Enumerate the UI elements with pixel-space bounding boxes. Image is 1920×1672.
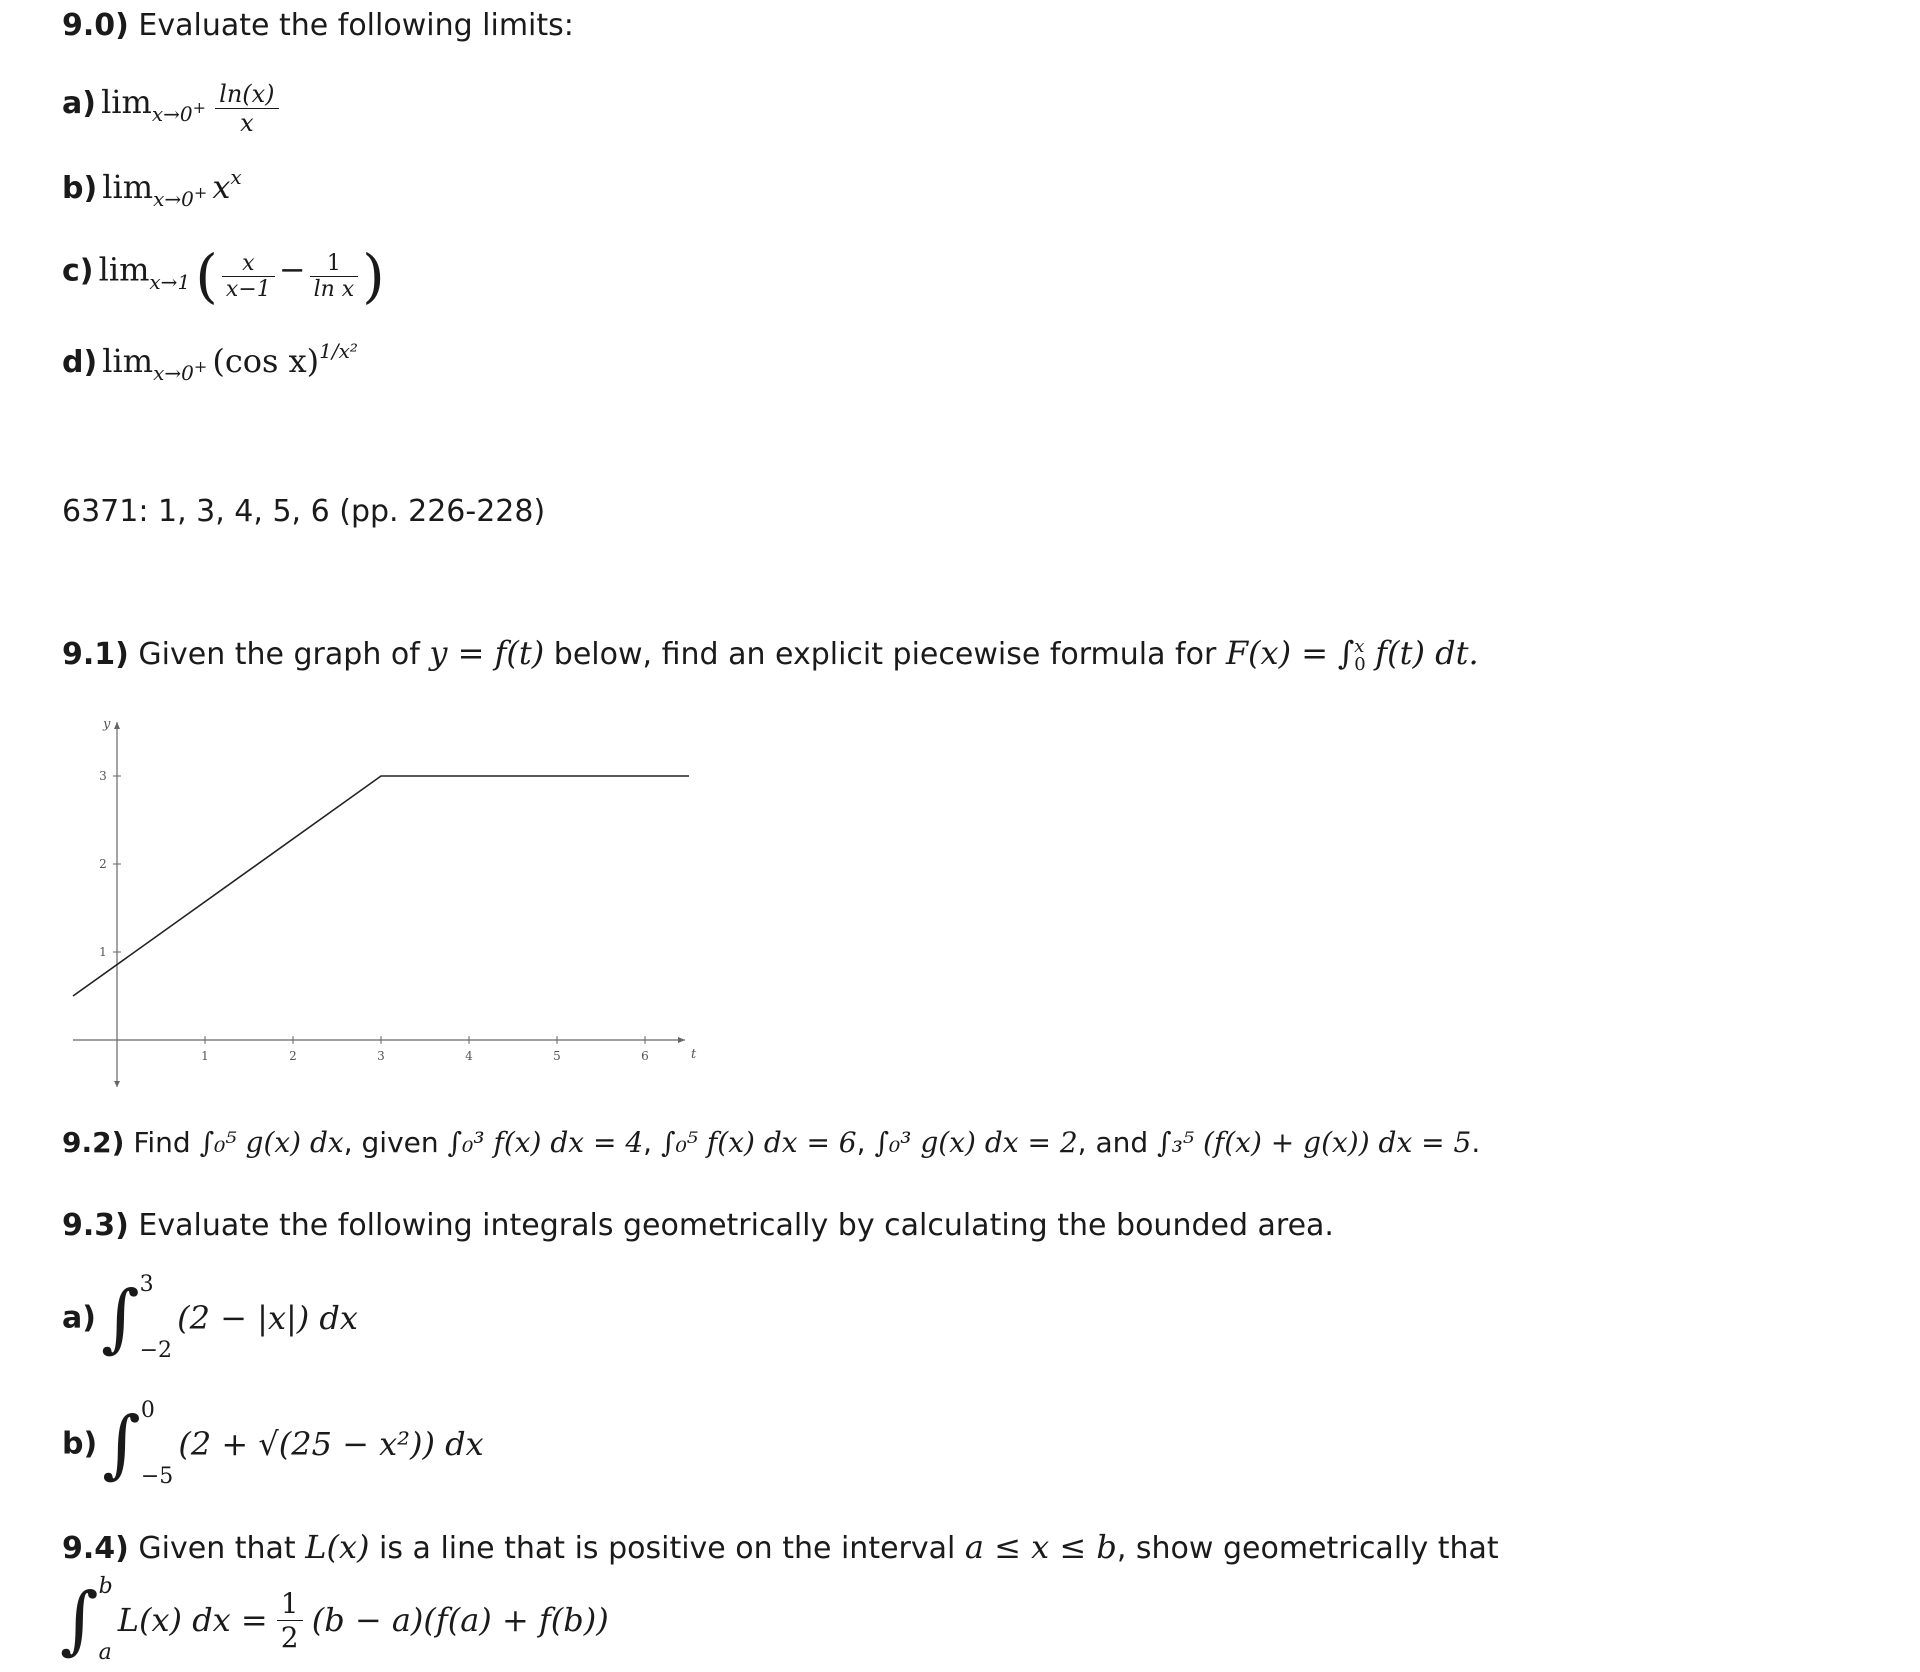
integral-g-0-5: ∫₀⁵ g(x) dx xyxy=(199,1126,344,1159)
x-axis-label: t xyxy=(691,1047,697,1062)
problem-9-0 xyxy=(62,8,574,43)
y-tick-label: 2 xyxy=(99,857,107,871)
problem-text: , show geometrically that xyxy=(1116,1531,1499,1566)
integral-sign: ∫ xyxy=(1337,634,1355,672)
lim-text: lim xyxy=(102,342,154,380)
problem-number: 9.1) xyxy=(62,637,129,672)
integral-fg-3-5: ∫₃⁵ (f(x) + g(x)) dx = 5 xyxy=(1157,1126,1472,1159)
lim-sub: x→0 xyxy=(153,361,194,385)
item-label: a) xyxy=(62,1300,96,1336)
integral-f-0-5: ∫₀⁵ f(x) dx = 6 xyxy=(660,1126,857,1159)
item-label: d) xyxy=(62,345,98,380)
problem-text: Given that xyxy=(138,1531,296,1566)
integral-b xyxy=(62,1400,484,1488)
integral-limits xyxy=(99,1576,113,1664)
integral-limits xyxy=(1354,635,1366,675)
problem-9-1 xyxy=(62,634,1479,674)
item-label: c) xyxy=(62,253,94,289)
problem-9-2 xyxy=(62,1126,1480,1159)
fraction-half xyxy=(277,1587,303,1654)
x-tick-label: 2 xyxy=(289,1049,297,1063)
lim-sub: x→1 xyxy=(149,269,191,294)
lower-limit: a xyxy=(98,1640,112,1665)
base: (cos x) xyxy=(212,342,320,380)
problem-text: Evaluate the following limits: xyxy=(138,8,574,43)
lim-sub: x→0 xyxy=(153,187,194,211)
math-F: F(x) = xyxy=(1225,634,1329,672)
separator: , xyxy=(643,1126,653,1159)
x-axis-arrow xyxy=(678,1037,685,1043)
numerator: 1 xyxy=(277,1587,303,1621)
problem-number: 9.3) xyxy=(62,1208,129,1243)
problem-9-3 xyxy=(62,1208,1334,1243)
denominator: x−1 xyxy=(225,276,271,302)
separator: , xyxy=(856,1126,866,1159)
denominator: x xyxy=(240,109,254,137)
integral-a xyxy=(62,1274,358,1362)
problem-number: 9.2) xyxy=(62,1126,125,1159)
problem-text: Evaluate the following integrals geometrically by calculating the bounded area. xyxy=(138,1208,1334,1243)
numerator: ln(x) xyxy=(215,80,278,109)
y-tick-label: 3 xyxy=(99,769,107,783)
fraction-1 xyxy=(222,251,275,302)
math-L: L(x) xyxy=(305,1528,370,1566)
lim-text: lim xyxy=(102,168,154,206)
upper-limit: 0 xyxy=(140,1398,155,1423)
math-y-f: y = f(t) xyxy=(429,634,545,672)
upper-limit: x xyxy=(1354,635,1365,657)
integral-sign: ∫ xyxy=(102,1401,141,1487)
formula-rhs: (b − a)(f(a) + f(b)) xyxy=(311,1601,609,1639)
problem-text: is a line that is positive on the interval xyxy=(379,1531,956,1566)
lower-limit: −5 xyxy=(140,1464,174,1489)
integral-sign: ∫ xyxy=(101,1275,140,1361)
integral-g-0-3: ∫₀³ g(x) dx = 2 xyxy=(874,1126,1078,1159)
problem-text: below, find an explicit piecewise formula for xyxy=(553,637,1217,672)
integrand: (2 − |x|) dx xyxy=(177,1299,358,1337)
problem-text: , given xyxy=(343,1126,439,1159)
numerator: x xyxy=(222,251,275,277)
math-integrand: f(t) dt. xyxy=(1375,634,1479,672)
series-line-f xyxy=(73,776,689,996)
integral-f-0-3: ∫₀³ f(x) dx = 4 xyxy=(447,1126,644,1159)
problem-number: 9.4) xyxy=(62,1531,129,1566)
integral-limits xyxy=(141,1400,173,1488)
limit-b xyxy=(62,165,242,211)
y-tick-label: 1 xyxy=(99,945,107,959)
minus-sign: − xyxy=(278,250,306,289)
problem-text: Find xyxy=(133,1126,191,1159)
lim-plus: + xyxy=(193,357,208,376)
lim-sub: x→0 xyxy=(151,102,193,126)
numerator: 1 xyxy=(310,251,359,277)
problem-9-4 xyxy=(62,1528,1499,1566)
denominator: 2 xyxy=(280,1620,299,1654)
denominator: ln x xyxy=(313,276,355,302)
math-interval: a ≤ x ≤ b xyxy=(964,1528,1117,1566)
lim-plus: + xyxy=(192,98,207,117)
lim-text: lim xyxy=(98,250,150,289)
x-tick-label: 3 xyxy=(377,1049,385,1063)
paren-left: ( xyxy=(195,242,218,310)
item-label: b) xyxy=(62,171,98,206)
lim-text: lim xyxy=(101,83,152,121)
item-label: b) xyxy=(62,1426,98,1462)
limit-d xyxy=(62,339,358,385)
fraction-2 xyxy=(310,251,359,302)
problem-number: 9.0) xyxy=(62,8,129,43)
fraction xyxy=(215,80,278,137)
limit-c xyxy=(62,242,385,310)
lower-limit: 0 xyxy=(1354,653,1366,675)
formula-lhs: L(x) dx = xyxy=(117,1601,268,1639)
base: x xyxy=(212,168,231,206)
graph-f-t xyxy=(60,720,700,1090)
x-tick-label: 1 xyxy=(201,1049,209,1063)
integrand: (2 + √(25 − x²)) dx xyxy=(178,1425,484,1463)
limit-a xyxy=(62,80,283,137)
lower-limit: −2 xyxy=(139,1338,173,1363)
paren-right: ) xyxy=(362,242,385,310)
upper-limit: 3 xyxy=(139,1272,154,1297)
y-axis-label: y xyxy=(103,720,111,732)
homework-reference: 6371: 1, 3, 4, 5, 6 (pp. 226-228) xyxy=(62,494,546,529)
y-axis-arrow xyxy=(114,722,120,729)
y-axis-arrow-down xyxy=(114,1081,120,1087)
exponent: x xyxy=(230,165,242,189)
area-formula xyxy=(60,1576,609,1664)
exponent: 1/x² xyxy=(319,339,358,363)
period: . xyxy=(1471,1126,1481,1159)
x-tick-label: 6 xyxy=(641,1049,649,1063)
x-tick-label: 5 xyxy=(553,1049,561,1063)
x-tick-label: 4 xyxy=(465,1049,473,1063)
problem-text: Given the graph of xyxy=(138,637,420,672)
lim-plus: + xyxy=(193,183,208,202)
integral-limits xyxy=(140,1274,172,1362)
problem-text: , and xyxy=(1077,1126,1149,1159)
upper-limit: b xyxy=(98,1574,113,1599)
integral-sign: ∫ xyxy=(60,1577,99,1663)
item-label: a) xyxy=(62,86,96,121)
